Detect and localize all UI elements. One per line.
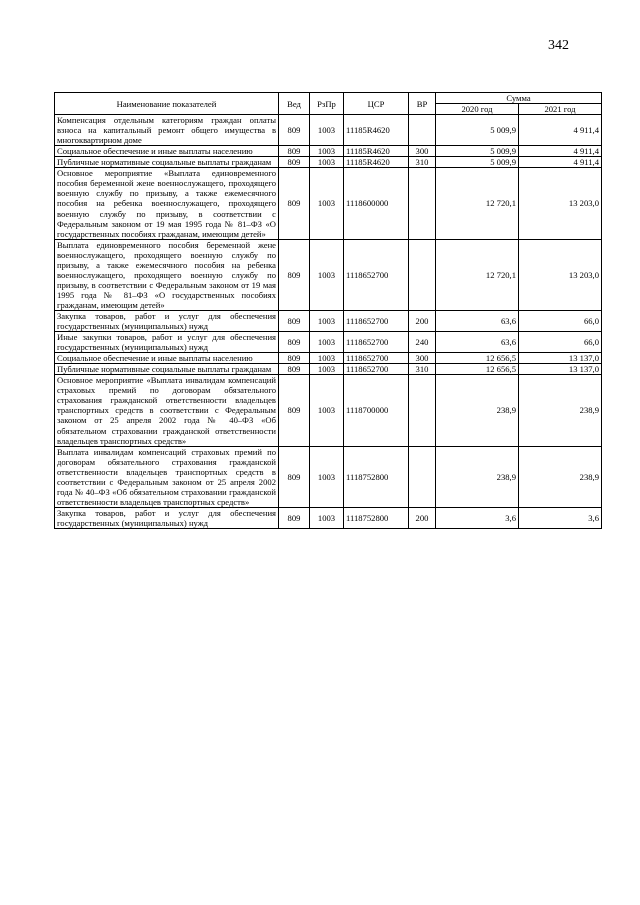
row-rzpr: 1003	[310, 446, 344, 507]
row-rzpr: 1003	[310, 310, 344, 331]
row-rzpr: 1003	[310, 375, 344, 446]
table-row	[55, 332, 602, 353]
row-amount-2020: 3,6	[436, 507, 519, 528]
row-csr: 1118652700	[344, 310, 409, 331]
row-amount-2021: 4 911,4	[519, 157, 602, 168]
row-name: Основное мероприятие «Выплата инвалидам компенсаций страховых премий по договорам обязательного страхования гражданской ответственности владельцев транспортных средств в соответствии с Федеральным законом от 25 апреля 2002 года № 40–ФЗ «Об обязательном страховании гражданской ответственности владельцев транспортных средств»	[55, 375, 279, 446]
row-vr	[409, 239, 436, 310]
row-csr: 1118700000	[344, 375, 409, 446]
header-year-2021: 2021 год	[519, 104, 602, 115]
header-vr: ВР	[409, 93, 436, 115]
row-rzpr: 1003	[310, 332, 344, 353]
row-amount-2020: 12 656,5	[436, 353, 519, 364]
row-ved: 809	[279, 146, 310, 157]
row-ved: 809	[279, 507, 310, 528]
row-amount-2021: 238,9	[519, 375, 602, 446]
row-amount-2020: 238,9	[436, 446, 519, 507]
row-vr: 300	[409, 146, 436, 157]
row-amount-2020: 12 720,1	[436, 168, 519, 239]
table-row	[55, 507, 602, 528]
row-rzpr: 1003	[310, 507, 344, 528]
table-header	[55, 93, 602, 115]
row-rzpr: 1003	[310, 364, 344, 375]
row-ved: 809	[279, 446, 310, 507]
row-amount-2021: 66,0	[519, 310, 602, 331]
row-amount-2021: 13 137,0	[519, 364, 602, 375]
header-ved: Вед	[279, 93, 310, 115]
table-body	[55, 115, 602, 529]
row-csr: 1118652700	[344, 239, 409, 310]
header-year-2020: 2020 год	[436, 104, 519, 115]
row-csr: 1118752800	[344, 507, 409, 528]
row-amount-2021: 4 911,4	[519, 146, 602, 157]
header-rzpr: РзПр	[310, 93, 344, 115]
row-csr: 11185R4620	[344, 115, 409, 146]
row-rzpr: 1003	[310, 239, 344, 310]
row-ved: 809	[279, 364, 310, 375]
row-csr: 1118600000	[344, 168, 409, 239]
row-amount-2021: 13 203,0	[519, 168, 602, 239]
header-sum: Сумма	[436, 93, 602, 104]
row-amount-2021: 4 911,4	[519, 115, 602, 146]
row-ved: 809	[279, 332, 310, 353]
row-csr: 1118752800	[344, 446, 409, 507]
row-ved: 809	[279, 157, 310, 168]
row-csr: 1118652700	[344, 332, 409, 353]
table-row	[55, 446, 602, 507]
header-csr: ЦСР	[344, 93, 409, 115]
row-vr	[409, 446, 436, 507]
table-row	[55, 310, 602, 331]
row-vr: 200	[409, 310, 436, 331]
row-vr	[409, 115, 436, 146]
row-csr: 1118652700	[344, 364, 409, 375]
table-row	[55, 375, 602, 446]
row-vr: 300	[409, 353, 436, 364]
row-name: Выплата инвалидам компенсаций страховых премий по договорам обязательного страхования гражданской ответственности владельцев транспортных средств в соответствии с Федеральным законом от 25 апреля 2002 года № 40–ФЗ «Об обязательном страховании гражданской ответственности владельцев транспортных средств»	[55, 446, 279, 507]
row-amount-2020: 5 009,9	[436, 157, 519, 168]
row-amount-2020: 63,6	[436, 310, 519, 331]
row-amount-2020: 5 009,9	[436, 146, 519, 157]
page-number: 342	[548, 38, 569, 53]
table-row	[55, 364, 602, 375]
table-row	[55, 146, 602, 157]
row-ved: 809	[279, 115, 310, 146]
row-amount-2021: 3,6	[519, 507, 602, 528]
table-row	[55, 353, 602, 364]
row-rzpr: 1003	[310, 157, 344, 168]
row-ved: 809	[279, 375, 310, 446]
row-vr: 310	[409, 157, 436, 168]
row-csr: 11185R4620	[344, 157, 409, 168]
row-amount-2021: 13 203,0	[519, 239, 602, 310]
row-amount-2020: 5 009,9	[436, 115, 519, 146]
table-row	[55, 115, 602, 146]
row-name: Основное мероприятие «Выплата единовременного пособия беременной жене военнослужащего, проходящего военную службу по призыву, а также ежемесячного пособия на ребенка военнослужащего, проходящего военную службу по призыву, в соответствии с Федеральным законом от 19 мая 1995 года № 81–ФЗ «О государственных пособиях гражданам, имеющим детей»	[55, 168, 279, 239]
row-ved: 809	[279, 168, 310, 239]
header-name: Наименование показателей	[55, 93, 279, 115]
table-row	[55, 168, 602, 239]
row-amount-2020: 12 656,5	[436, 364, 519, 375]
row-name: Публичные нормативные социальные выплаты гражданам	[55, 364, 279, 375]
row-rzpr: 1003	[310, 168, 344, 239]
row-name: Закупка товаров, работ и услуг для обеспечения государственных (муниципальных) нужд	[55, 310, 279, 331]
row-amount-2021: 66,0	[519, 332, 602, 353]
table-row	[55, 157, 602, 168]
row-vr	[409, 375, 436, 446]
row-name: Иные закупки товаров, работ и услуг для обеспечения государственных (муниципальных) нужд	[55, 332, 279, 353]
row-name: Социальное обеспечение и иные выплаты населению	[55, 353, 279, 364]
row-csr: 11185R4620	[344, 146, 409, 157]
row-amount-2021: 238,9	[519, 446, 602, 507]
row-rzpr: 1003	[310, 115, 344, 146]
row-rzpr: 1003	[310, 146, 344, 157]
row-amount-2020: 63,6	[436, 332, 519, 353]
row-name: Социальное обеспечение и иные выплаты населению	[55, 146, 279, 157]
row-name: Компенсация отдельным категориям граждан оплаты взноса на капитальный ремонт общего имущества в многоквартирном доме	[55, 115, 279, 146]
row-amount-2021: 13 137,0	[519, 353, 602, 364]
row-rzpr: 1003	[310, 353, 344, 364]
row-name: Публичные нормативные социальные выплаты гражданам	[55, 157, 279, 168]
row-name: Выплата единовременного пособия беременной жене военнослужащего, проходящего военную службу по призыву, а также ежемесячного пособия на ребенка военнослужащего, проходящего военную службу по призыву, в соответствии с Федеральным законом от 19 мая 1995 года № 81–ФЗ «О государственных пособиях гражданам, имеющим детей»	[55, 239, 279, 310]
row-amount-2020: 12 720,1	[436, 239, 519, 310]
row-vr: 310	[409, 364, 436, 375]
row-ved: 809	[279, 310, 310, 331]
row-vr	[409, 168, 436, 239]
row-vr: 200	[409, 507, 436, 528]
row-name: Закупка товаров, работ и услуг для обеспечения государственных (муниципальных) нужд	[55, 507, 279, 528]
row-ved: 809	[279, 239, 310, 310]
budget-table	[54, 92, 602, 529]
table-row	[55, 239, 602, 310]
row-csr: 1118652700	[344, 353, 409, 364]
row-vr: 240	[409, 332, 436, 353]
row-amount-2020: 238,9	[436, 375, 519, 446]
row-ved: 809	[279, 353, 310, 364]
